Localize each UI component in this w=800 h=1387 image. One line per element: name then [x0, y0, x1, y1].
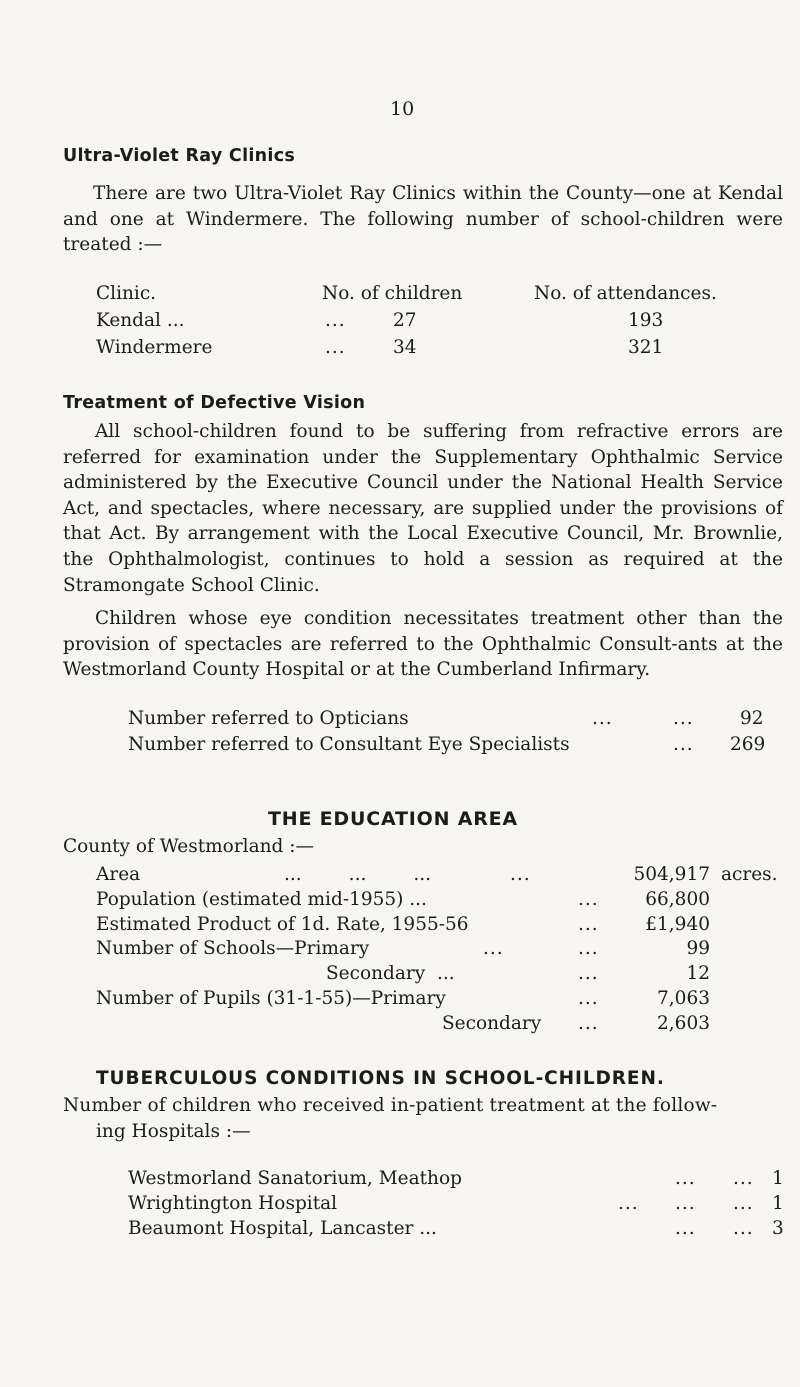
- edu-row-label: Area: [96, 864, 141, 885]
- tb-row-value: 1: [772, 1168, 784, 1189]
- uv-row-children: 27: [393, 310, 417, 331]
- uv-row-attendances: 321: [628, 337, 664, 358]
- edu-row-value: 504,917: [633, 864, 710, 885]
- uv-paragraph: There are two Ultra-Violet Ray Clinics within the County—one at Kendal and one at Windermere. The following number of school-children were treated :—: [63, 183, 783, 256]
- uv-header-attendances: No. of attendances.: [534, 283, 717, 304]
- edu-row-label: Number of Pupils (31-1-55)—Primary: [96, 988, 446, 1009]
- edu-row-label: Secondary: [442, 1013, 542, 1034]
- edu-row-dots: ...: [578, 963, 599, 984]
- tb-row-dots: ...: [675, 1218, 696, 1239]
- edu-row-label: Estimated Product of 1d. Rate, 1955-56: [96, 914, 469, 935]
- uv-row-clinic: Windermere: [96, 337, 213, 358]
- edu-row-value: 12: [686, 963, 710, 984]
- edu-row-unit: acres.: [721, 864, 778, 885]
- vision-row-label: Number referred to Consultant Eye Specialists: [128, 734, 570, 755]
- education-heading: THE EDUCATION AREA: [268, 808, 518, 830]
- edu-row-label: Secondary ...: [326, 963, 455, 984]
- edu-row-dots: ...: [578, 988, 599, 1009]
- edu-row-value: £1,940: [645, 914, 710, 935]
- edu-row-dots: ...: [578, 914, 599, 935]
- edu-row-label: Number of Schools—Primary: [96, 938, 370, 959]
- vision-row-label: Number referred to Opticians: [128, 708, 409, 729]
- uv-header-children: No. of children: [322, 283, 463, 304]
- vision-row-dots: ...: [673, 708, 694, 729]
- edu-row-value: 2,603: [657, 1013, 710, 1034]
- uv-row-children: 34: [393, 337, 417, 358]
- tb-row-value: 1: [772, 1193, 784, 1214]
- tb-row-label: Westmorland Sanatorium, Meathop: [128, 1168, 462, 1189]
- vision-paragraph-1: All school-children found to be suffering from refractive errors are referred for examination under the Supplementary Ophthalmic Service administered by the Executive Council under the National Health Service Act, and spectacles, where necessary, are supplied under the provisions of that Act. By arrangement with the Local Executive Council, Mr. Brownlie, the Ophthalmologist, continues to hold a session as required at the Stramongate School Clinic.: [63, 421, 783, 596]
- tb-row-dots: ...: [675, 1168, 696, 1189]
- tb-row-label: Wrightington Hospital: [128, 1193, 338, 1214]
- uv-row-dots: ...: [325, 310, 346, 331]
- education-county: County of Westmorland :—: [63, 836, 314, 857]
- edu-row-label: Population (estimated mid-1955) ...: [96, 889, 427, 910]
- tb-row-dots: ...: [618, 1193, 639, 1214]
- edu-row-value: 7,063: [657, 988, 710, 1009]
- tb-row-dots: ...: [675, 1193, 696, 1214]
- tb-intro-line-2: ing Hospitals :—: [96, 1121, 251, 1142]
- vision-paragraph-2: Children whose eye condition necessitates treatment other than the provision of spectacles are referred to the Ophthalmic Consult-ants at the Westmorland County Hospital or at the Cumberland Infirmary.: [63, 608, 783, 681]
- edu-row-leader: ... ... ...: [284, 864, 432, 885]
- tb-row-dots: ...: [733, 1193, 754, 1214]
- uv-row-dots: ...: [325, 337, 346, 358]
- edu-row-dots: ...: [578, 938, 599, 959]
- uv-header-clinic: Clinic.: [96, 283, 157, 304]
- edu-row-leader: ...: [483, 938, 504, 959]
- vision-row-value: 92: [740, 708, 764, 729]
- tb-row-dots: ...: [733, 1218, 754, 1239]
- edu-row-dots: ...: [510, 864, 531, 885]
- edu-row-dots: ...: [578, 889, 599, 910]
- vision-row-dots: ...: [673, 734, 694, 755]
- edu-row-value: 99: [686, 938, 710, 959]
- tb-row-value: 3: [772, 1218, 784, 1239]
- tb-row-label: Beaumont Hospital, Lancaster ...: [128, 1218, 437, 1239]
- tb-intro-line-1: Number of children who received in-patient treatment at the follow-: [63, 1095, 718, 1116]
- tb-row-dots: ...: [733, 1168, 754, 1189]
- edu-row-dots: ...: [578, 1013, 599, 1034]
- edu-row-value: 66,800: [645, 889, 710, 910]
- vision-row-dots: ...: [592, 708, 613, 729]
- uv-row-attendances: 193: [628, 310, 664, 331]
- tb-heading: TUBERCULOUS CONDITIONS IN SCHOOL-CHILDREN.: [96, 1068, 665, 1089]
- vision-heading: Treatment of Defective Vision: [63, 393, 366, 413]
- vision-row-value: 269: [730, 734, 766, 755]
- uv-heading: Ultra-Violet Ray Clinics: [63, 146, 296, 166]
- page-number: 10: [390, 98, 415, 120]
- uv-row-clinic: Kendal ...: [96, 310, 185, 331]
